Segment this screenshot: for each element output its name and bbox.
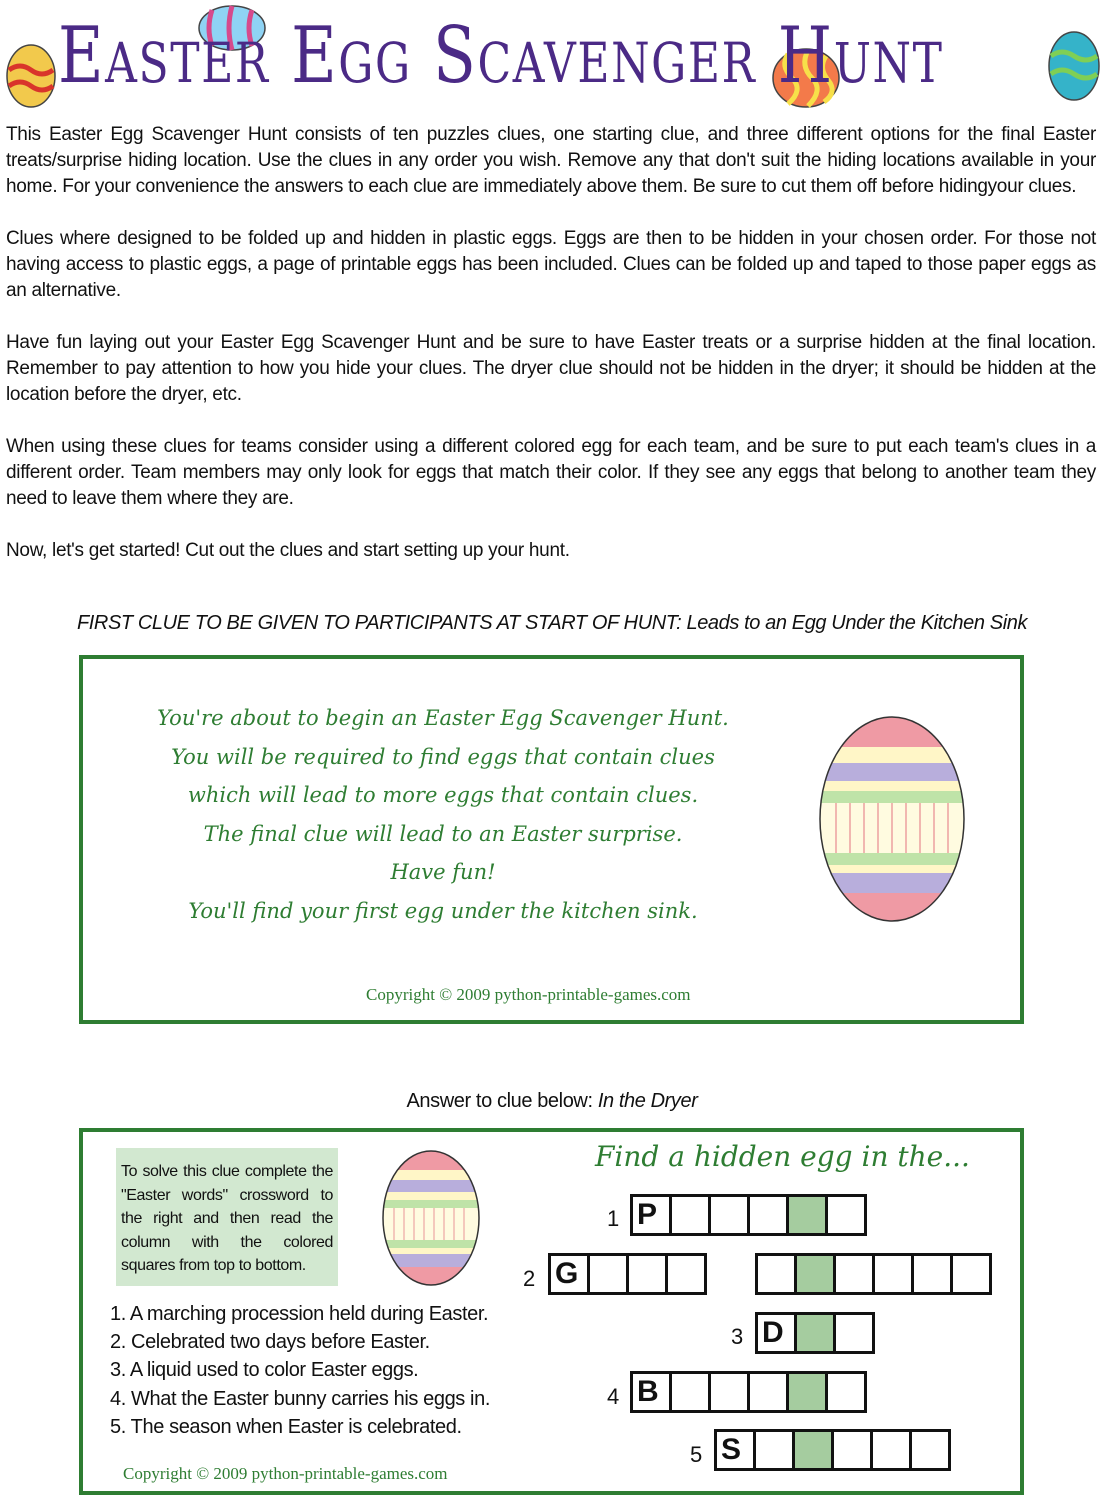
crossword-cell[interactable]: [825, 1194, 867, 1236]
crossword-instructions: To solve this clue complete the "Easter words" crossword to the right and then read the column with the colored squares from top to bottom.: [116, 1148, 338, 1286]
intro-paragraph: Clues where designed to be folded up and hidden in plastic eggs. Eggs are then to be hidden in your chosen order. For those not having access to plastic eggs, a page of printable eggs has been included. Clues can be folded up and taped to those paper eggs as an alternative.: [6, 228, 1096, 301]
first-clue-heading: FIRST CLUE TO BE GIVEN TO PARTICIPANTS AT START OF HUNT: Leads to an Egg Under the Kitchen Sink: [76, 612, 1028, 634]
intro-paragraph: When using these clues for teams consider using a different colored egg for each team, and be sure to put each team's clues in a different order. Team members may only look for eggs that match their color. If they see any eggs that belong to another team they need to leave them where they are.: [6, 436, 1096, 509]
crossword-cell-letter: D: [755, 1312, 797, 1354]
row-number: 5: [690, 1442, 703, 1467]
crossword-cell-highlighted[interactable]: [786, 1194, 828, 1236]
crossword-cell[interactable]: [833, 1312, 875, 1354]
crossword-cell-letter: G: [548, 1253, 590, 1295]
crossword-cell[interactable]: [708, 1371, 750, 1413]
title-banner: [0, 0, 1104, 112]
crossword-cell[interactable]: [872, 1253, 914, 1295]
crossword-cell-highlighted[interactable]: [794, 1312, 836, 1354]
intro-paragraph: This Easter Egg Scavenger Hunt consists of ten puzzles clues, one starting clue, and three different options for the final Easter treats/surprise hiding location. Use the clues in any order you wish. Remove any that don't suit the hiding locations available in your home. For your convenience the answers to each clue are immediately above them. Be sure to cut them off before hidingyour clues.: [6, 124, 1096, 197]
crossword-cell-letter: B: [630, 1371, 672, 1413]
crossword-cell-letter: S: [714, 1429, 756, 1471]
crossword-row-4: [633, 1371, 867, 1413]
crossword-row-1: [633, 1194, 867, 1236]
crossword-cell-highlighted[interactable]: [794, 1253, 836, 1295]
first-clue-poem: [123, 699, 763, 930]
crossword-cell-highlighted[interactable]: [792, 1429, 834, 1471]
crossword-cell[interactable]: [755, 1253, 797, 1295]
find-hidden-egg-text: Find a hidden egg in the...: [595, 1140, 970, 1173]
crossword-clue: 2. Celebrated two days before Easter.: [110, 1331, 430, 1354]
intro-text: [6, 122, 1096, 590]
first-clue-card: [79, 655, 1024, 1024]
crossword-cell[interactable]: [669, 1371, 711, 1413]
row-number: 3: [731, 1324, 744, 1349]
crossword-cell[interactable]: [669, 1194, 711, 1236]
page-title: Easter Egg Scavenger Hunt: [58, 11, 944, 101]
crossword-cell[interactable]: [626, 1253, 668, 1295]
crossword-cell[interactable]: [833, 1253, 875, 1295]
crossword-cell[interactable]: [708, 1194, 750, 1236]
crossword-clue: 4. What the Easter bunny carries his eggs in.: [110, 1387, 490, 1410]
answer-label: Answer to clue below:: [406, 1090, 593, 1112]
crossword-cell[interactable]: [747, 1371, 789, 1413]
crossword-clue: 1. A marching procession held during Easter.: [110, 1303, 489, 1325]
crossword-clue: 3. A liquid used to color Easter eggs.: [110, 1359, 419, 1382]
row-number: 4: [607, 1384, 620, 1409]
crossword-clue-list: [110, 1300, 530, 1441]
crossword-cell[interactable]: [831, 1429, 873, 1471]
crossword-clue: 5. The season when Easter is celebrated.: [110, 1415, 462, 1438]
intro-paragraph: Have fun laying out your Easter Egg Scavenger Hunt and be sure to have Easter treats or a surprise hidden at the final location. Remember to pay attention to how you hide your clues. The dryer clue should not be hidden in the dryer; it should be hidden at the location before the dryer, etc.: [6, 332, 1096, 405]
striped-egg-icon: [816, 713, 968, 925]
crossword-cell[interactable]: [909, 1429, 951, 1471]
answer-heading: [0, 1090, 1104, 1113]
crossword-cell-letter: P: [630, 1194, 672, 1236]
poem-line: You're about to begin an Easter Egg Scavenger Hunt.: [157, 706, 729, 730]
poem-line: Have fun!: [390, 860, 496, 884]
crossword-row-3: [758, 1312, 875, 1354]
crossword-cell-highlighted[interactable]: [786, 1371, 828, 1413]
row-number: 1: [607, 1206, 620, 1231]
intro-paragraph: Now, let's get started! Cut out the clues and start setting up your hunt.: [6, 540, 570, 561]
crossword-cell[interactable]: [665, 1253, 707, 1295]
striped-egg-icon: [380, 1148, 482, 1288]
first-clue-heading-detail: Leads to an Egg Under the Kitchen Sink: [686, 612, 1028, 634]
crossword-row-2b: [758, 1253, 992, 1295]
crossword-cell[interactable]: [587, 1253, 629, 1295]
poem-line: You will be required to find eggs that contain clues: [171, 744, 715, 769]
decorative-egg-icon: [2, 40, 60, 110]
crossword-row-2a: [551, 1253, 707, 1295]
crossword-cell[interactable]: [870, 1429, 912, 1471]
poem-line: The final clue will lead to an Easter surprise.: [203, 821, 683, 846]
decorative-egg-icon: [1046, 28, 1102, 104]
crossword-row-5: [717, 1429, 951, 1471]
first-clue-heading-label: FIRST CLUE TO BE GIVEN TO PARTICIPANTS AT START OF HUNT: [76, 612, 677, 634]
poem-line: which will lead to more eggs that contain clues.: [187, 783, 699, 807]
crossword-cell[interactable]: [747, 1194, 789, 1236]
crossword-cell[interactable]: [825, 1371, 867, 1413]
answer-value: In the Dryer: [597, 1090, 698, 1112]
dryer-clue-card: [79, 1128, 1024, 1495]
crossword-cell[interactable]: [753, 1429, 795, 1471]
crossword-cell[interactable]: [950, 1253, 992, 1295]
copyright-text: Copyright © 2009 python-printable-games.com: [366, 985, 691, 1004]
poem-line: You'll find your first egg under the kitchen sink.: [188, 898, 698, 923]
copyright-text: Copyright © 2009 python-printable-games.com: [123, 1464, 448, 1483]
crossword-cell[interactable]: [911, 1253, 953, 1295]
row-number: 2: [523, 1266, 536, 1291]
